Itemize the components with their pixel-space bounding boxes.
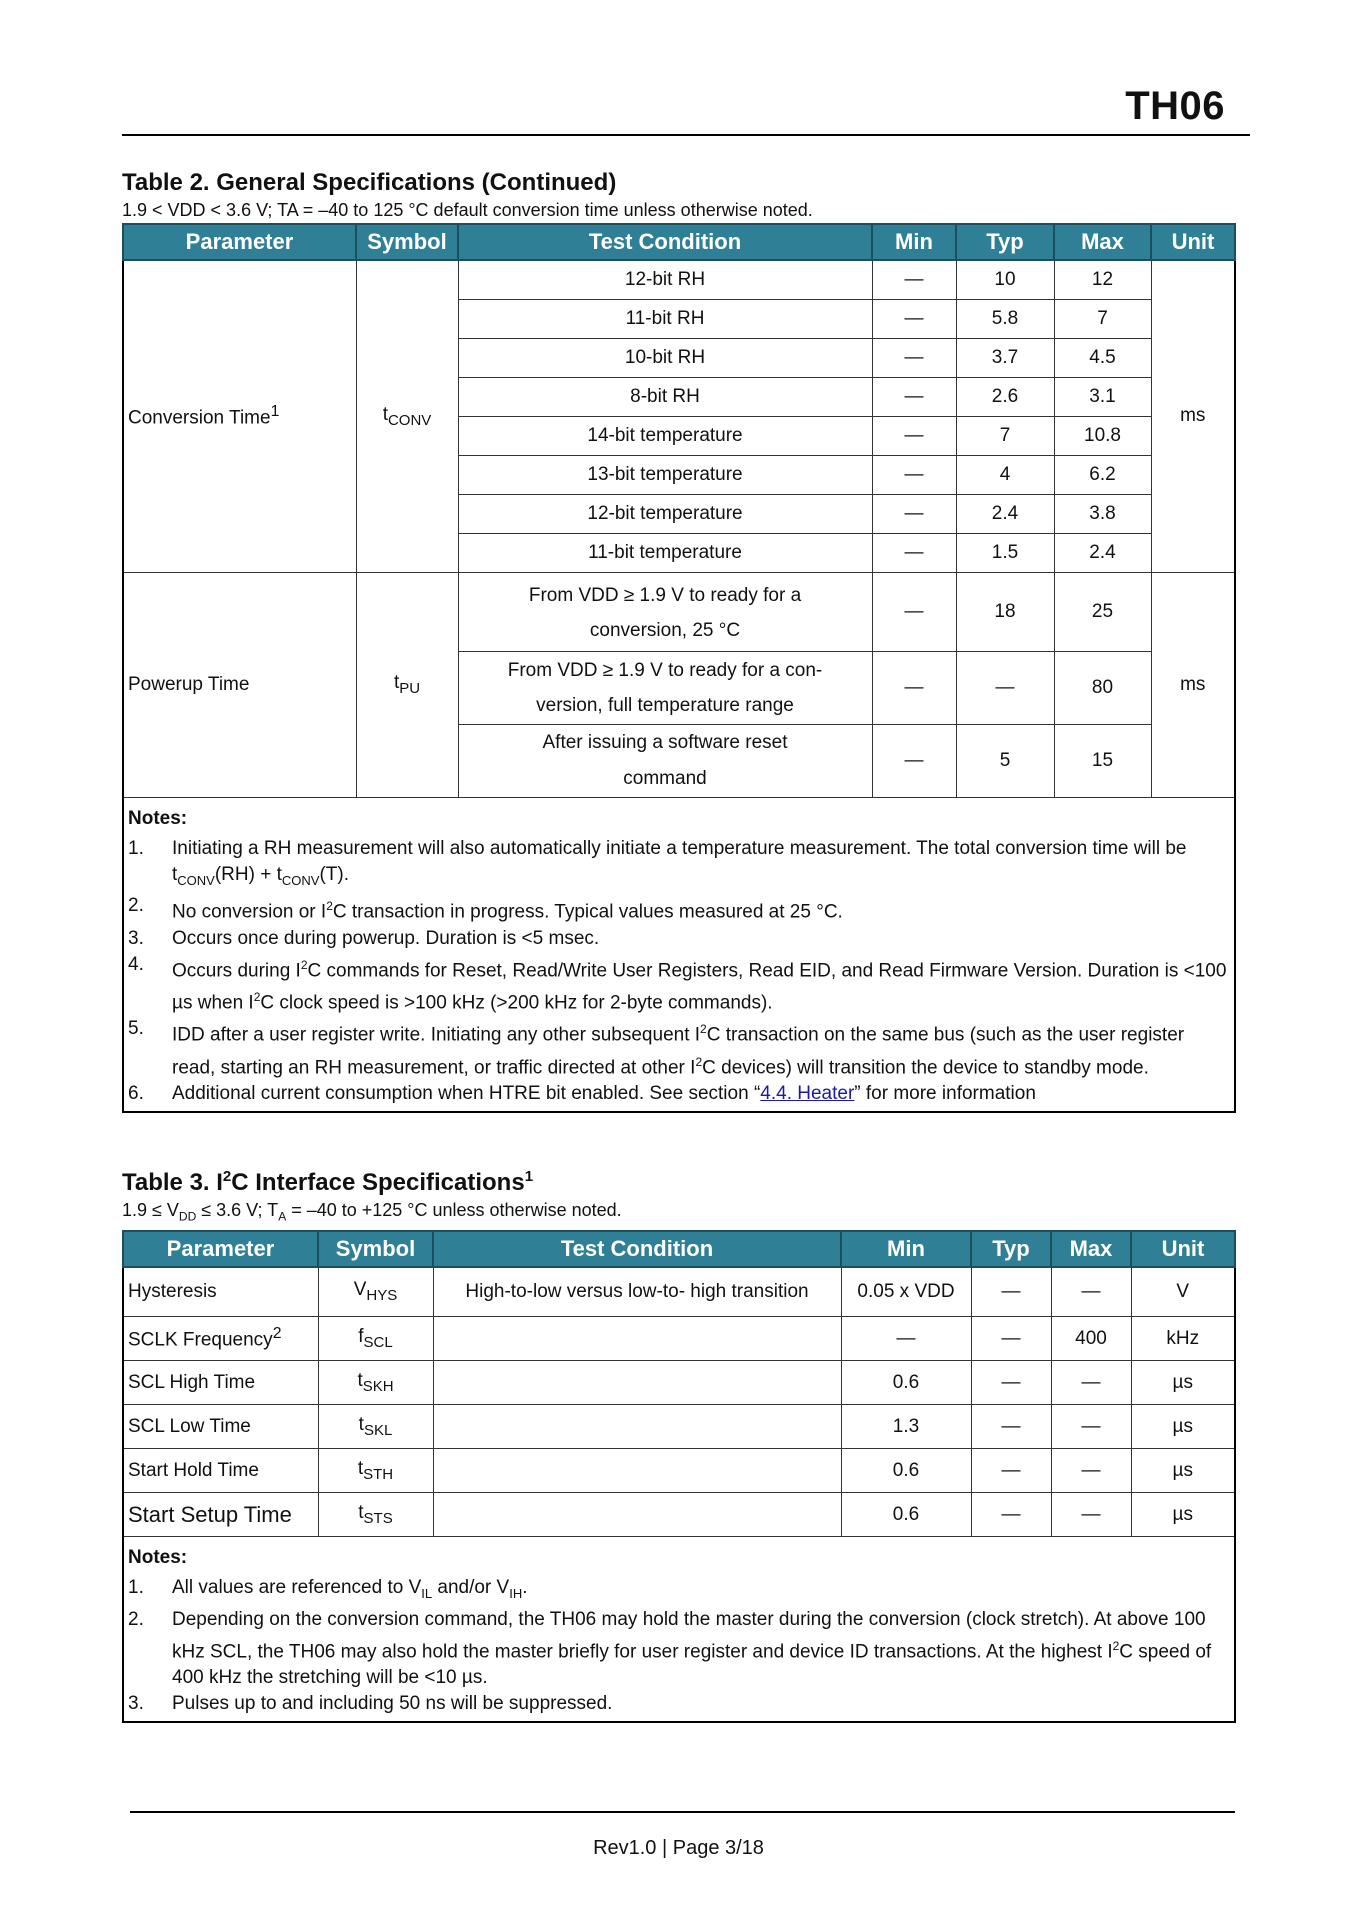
unit-cell: V bbox=[1131, 1267, 1235, 1317]
unit-cell: µs bbox=[1131, 1449, 1235, 1493]
typ-cell: 4 bbox=[956, 455, 1054, 494]
table-3-block bbox=[122, 1163, 1234, 1723]
note-item: 2. No conversion or $I^2C$ transaction in progress. Typical values measured at 25 °C. bbox=[128, 895, 843, 923]
max-cell: 7 bbox=[1054, 299, 1151, 338]
min-cell: 1.3 bbox=[841, 1405, 971, 1449]
notes-row bbox=[123, 1537, 1235, 1723]
max-cell: — bbox=[1051, 1493, 1131, 1537]
document-title: TH06 bbox=[1125, 84, 1225, 128]
min-cell: — bbox=[872, 377, 956, 416]
typ-cell: 2.6 bbox=[956, 377, 1054, 416]
symbol-cell: $t_{SKH}$ bbox=[318, 1361, 433, 1405]
parameter-cell: Start Hold Time bbox=[123, 1449, 318, 1493]
notes-list bbox=[128, 836, 1230, 1107]
page-footer: Rev1.0 | Page 3/18 bbox=[593, 1837, 764, 1859]
symbol-cell: $t_{STS}$ bbox=[318, 1493, 433, 1537]
parameter-cell: SCL Low Time bbox=[123, 1405, 318, 1449]
note-item: 3. Pulses up to and including 50 ns will be suppressed. bbox=[128, 1693, 613, 1715]
notes-title: Notes: bbox=[128, 807, 188, 829]
typ-cell: 10 bbox=[956, 260, 1054, 299]
column-header: Parameter bbox=[123, 1231, 318, 1267]
parameter-cell: Hysteresis bbox=[123, 1267, 318, 1317]
condition-cell bbox=[433, 1361, 841, 1405]
unit-cell: µs bbox=[1131, 1361, 1235, 1405]
condition-cell: 10-bit RH bbox=[458, 338, 872, 377]
max-cell: — bbox=[1051, 1267, 1131, 1317]
table-row bbox=[123, 260, 1235, 299]
table-row bbox=[123, 1449, 1235, 1493]
table-row bbox=[123, 1317, 1235, 1361]
table-row bbox=[123, 1405, 1235, 1449]
max-cell: 10.8 bbox=[1054, 416, 1151, 455]
note-item: 1. All values are referenced to $V_{IL}$ and/or $V_{IH}$. bbox=[128, 1577, 528, 1601]
symbol-cell: $V_{HYS}$ bbox=[318, 1267, 433, 1317]
parameter-cell: SCLK Frequency$^2$ bbox=[123, 1317, 318, 1361]
table-row bbox=[123, 1361, 1235, 1405]
min-cell: — bbox=[872, 338, 956, 377]
condition-cell: 13-bit temperature bbox=[458, 455, 872, 494]
table-3-conditions: $1.9 \le V_{DD} \le 3.6$ V; $T_A = -40$ to +125 °C unless otherwise noted. bbox=[122, 1200, 622, 1224]
column-header: Min bbox=[841, 1231, 971, 1267]
table-header-row bbox=[123, 1231, 1235, 1267]
unit-cell: ms bbox=[1151, 260, 1235, 572]
condition-cell: From VDD ≥ 1.9 V to ready for a con- version, full temperature range bbox=[458, 651, 872, 724]
typ-cell: 5.8 bbox=[956, 299, 1054, 338]
column-header: Max bbox=[1054, 224, 1151, 260]
min-cell: — bbox=[872, 299, 956, 338]
column-header: Parameter bbox=[123, 224, 356, 260]
column-header: Typ bbox=[971, 1231, 1051, 1267]
symbol-cell: $t_{SKL}$ bbox=[318, 1405, 433, 1449]
note-item: 2. Depending on the conversion command, the TH06 may hold the master during the conversion (clock stretch). At above 100 kHz SCL, the TH06 may also hold the master briefly for user register and device ID transactions. At the highest $I^2C$ speed of 400 kHz the stretching will be <10 µs. bbox=[128, 1608, 1212, 1689]
min-cell: — bbox=[872, 651, 956, 724]
condition-cell: High-to-low versus low-to- high transition bbox=[433, 1267, 841, 1317]
column-header: Typ bbox=[956, 224, 1054, 260]
max-cell: 400 bbox=[1051, 1317, 1131, 1361]
typ-cell: — bbox=[971, 1267, 1051, 1317]
typ-cell: 3.7 bbox=[956, 338, 1054, 377]
typ-cell: — bbox=[971, 1493, 1051, 1537]
column-header: Test Condition bbox=[458, 224, 872, 260]
notes-row bbox=[123, 797, 1235, 1112]
unit-cell: kHz bbox=[1131, 1317, 1235, 1361]
max-cell: 4.5 bbox=[1054, 338, 1151, 377]
table-3 bbox=[122, 1230, 1236, 1724]
min-cell: — bbox=[872, 455, 956, 494]
symbol-cell: $t_{STH}$ bbox=[318, 1449, 433, 1493]
footer-divider bbox=[130, 1811, 1235, 1813]
column-header: Unit bbox=[1151, 224, 1235, 260]
condition-cell: After issuing a software reset command bbox=[458, 724, 872, 797]
typ-cell: — bbox=[971, 1405, 1051, 1449]
table-2 bbox=[122, 223, 1236, 1113]
min-cell: — bbox=[872, 416, 956, 455]
typ-cell: 2.4 bbox=[956, 494, 1054, 533]
note-item: 4. Occurs during $I^2C$ commands for Reset, Read/Write User Registers, Read EID, and Read Firmware Version. Duration is <100 µs when $I^2C$ clock speed is >100 kHz (>200 kHz for 2-byte commands). bbox=[128, 953, 1227, 1014]
condition-cell bbox=[433, 1317, 841, 1361]
symbol-cell: $t_{CONV}$ bbox=[356, 260, 458, 572]
symbol-cell: $t_{PU}$ bbox=[356, 572, 458, 797]
max-cell: 12 bbox=[1054, 260, 1151, 299]
max-cell: — bbox=[1051, 1405, 1131, 1449]
min-cell: 0.6 bbox=[841, 1493, 971, 1537]
typ-cell: 18 bbox=[956, 572, 1054, 651]
typ-cell: — bbox=[956, 651, 1054, 724]
condition-cell: 11-bit RH bbox=[458, 299, 872, 338]
table-row bbox=[123, 572, 1235, 651]
typ-cell: 5 bbox=[956, 724, 1054, 797]
note-item: 5. IDD after a user register write. Initiating any other subsequent $I^2C$ transaction on the same bus (such as the user register read, starting an RH measurement, or traffic directed at other $I^2C$ devices) will transition the device to standby mode. bbox=[128, 1018, 1185, 1078]
heater-section-link[interactable]: 4.4. Heater bbox=[760, 1082, 855, 1104]
unit-cell: µs bbox=[1131, 1493, 1235, 1537]
min-cell: — bbox=[872, 260, 956, 299]
parameter-cell: Conversion Time$^1$ bbox=[123, 260, 356, 572]
typ-cell: — bbox=[971, 1317, 1051, 1361]
notes-list bbox=[128, 1575, 1230, 1717]
notes-cell bbox=[123, 797, 1235, 1112]
min-cell: 0.6 bbox=[841, 1361, 971, 1405]
min-cell: — bbox=[872, 572, 956, 651]
max-cell: 25 bbox=[1054, 572, 1151, 651]
min-cell: 0.6 bbox=[841, 1449, 971, 1493]
typ-cell: — bbox=[971, 1361, 1051, 1405]
notes-title: Notes: bbox=[128, 1547, 188, 1569]
typ-cell: — bbox=[971, 1449, 1051, 1493]
table-3-title: Table 3. $I^2C$ Interface Specifications$^1$ bbox=[122, 1168, 534, 1196]
header-divider bbox=[122, 134, 1250, 136]
table-2-title: Table 2. General Specifications (Continued) bbox=[122, 169, 617, 196]
max-cell: 2.4 bbox=[1054, 533, 1151, 572]
min-cell: — bbox=[872, 724, 956, 797]
parameter-cell: Powerup Time bbox=[123, 572, 356, 797]
column-header: Unit bbox=[1131, 1231, 1235, 1267]
condition-cell: 14-bit temperature bbox=[458, 416, 872, 455]
min-cell: — bbox=[872, 533, 956, 572]
max-cell: — bbox=[1051, 1361, 1131, 1405]
notes-cell bbox=[123, 1537, 1235, 1723]
condition-cell: 12-bit temperature bbox=[458, 494, 872, 533]
min-cell: — bbox=[841, 1317, 971, 1361]
condition-cell bbox=[433, 1405, 841, 1449]
max-cell: 80 bbox=[1054, 651, 1151, 724]
typ-cell: 1.5 bbox=[956, 533, 1054, 572]
max-cell: 15 bbox=[1054, 724, 1151, 797]
parameter-cell: Start Setup Time bbox=[123, 1493, 318, 1537]
condition-cell: 12-bit RH bbox=[458, 260, 872, 299]
column-header: Test Condition bbox=[433, 1231, 841, 1267]
condition-cell bbox=[433, 1493, 841, 1537]
min-cell: — bbox=[872, 494, 956, 533]
parameter-cell: SCL High Time bbox=[123, 1361, 318, 1405]
unit-cell: µs bbox=[1131, 1405, 1235, 1449]
table-row bbox=[123, 1267, 1235, 1317]
min-cell: 0.05 x VDD bbox=[841, 1267, 971, 1317]
table-2-block bbox=[122, 169, 1234, 1113]
condition-cell: 8-bit RH bbox=[458, 377, 872, 416]
column-header: Symbol bbox=[356, 224, 458, 260]
table-header-row bbox=[123, 224, 1235, 260]
note-item: 1. Initiating a RH measurement will also automatically initiate a temperature measurement. The total conversion time will be $t_{CONV}(RH) + t_{CONV}(T)$. bbox=[128, 837, 1187, 888]
max-cell: 3.8 bbox=[1054, 494, 1151, 533]
typ-cell: 7 bbox=[956, 416, 1054, 455]
symbol-cell: $f_{SCL}$ bbox=[318, 1317, 433, 1361]
condition-cell: From VDD ≥ 1.9 V to ready for a conversion, 25 °C bbox=[458, 572, 872, 651]
max-cell: — bbox=[1051, 1449, 1131, 1493]
note-item: 3. Occurs once during powerup. Duration is <5 msec. bbox=[128, 927, 600, 949]
note-item: 6. Additional current consumption when HTRE bit enabled. See section “4.4. Heater” for more information bbox=[128, 1082, 1036, 1104]
column-header: Max bbox=[1051, 1231, 1131, 1267]
max-cell: 6.2 bbox=[1054, 455, 1151, 494]
column-header: Symbol bbox=[318, 1231, 433, 1267]
unit-cell: ms bbox=[1151, 572, 1235, 797]
column-header: Min bbox=[872, 224, 956, 260]
table-row bbox=[123, 1493, 1235, 1537]
max-cell: 3.1 bbox=[1054, 377, 1151, 416]
table-2-conditions: 1.9 < VDD < 3.6 V; TA = –40 to 125 °C default conversion time unless otherwise noted. bbox=[122, 200, 813, 220]
condition-cell: 11-bit temperature bbox=[458, 533, 872, 572]
condition-cell bbox=[433, 1449, 841, 1493]
